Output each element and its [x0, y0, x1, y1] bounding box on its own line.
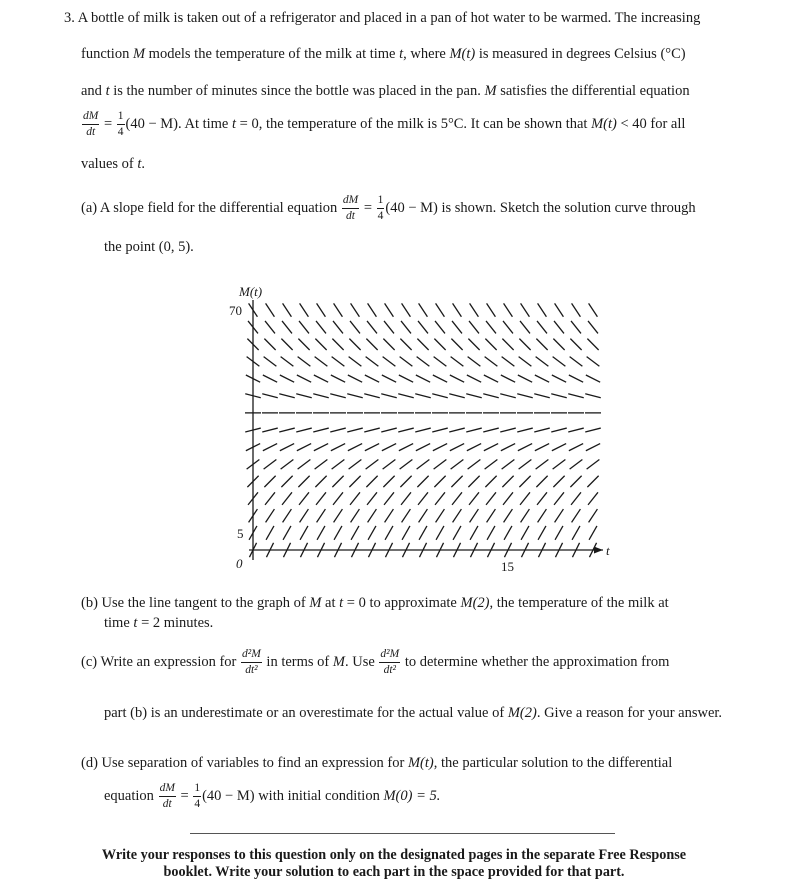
slope-segment: [485, 459, 498, 469]
slope-segment: [331, 444, 345, 451]
slope-segment: [538, 526, 546, 540]
slope-segment: [280, 375, 294, 382]
slope-segment: [419, 303, 428, 316]
slope-segment: [415, 428, 431, 432]
slope-segment: [519, 476, 530, 487]
question-number: 3.: [64, 10, 75, 26]
slope-segment: [517, 428, 533, 432]
slope-segment: [570, 476, 581, 487]
slope-segment: [555, 526, 563, 540]
slope-segment: [315, 476, 326, 487]
slope-segment: [330, 394, 346, 398]
slope-segment: [504, 509, 513, 522]
slope-segment: [279, 394, 295, 398]
slope-segment: [587, 459, 600, 469]
slope-segment: [382, 444, 396, 451]
slope-segment: [535, 444, 549, 451]
slope-segment: [521, 526, 529, 540]
part-a-line-1: (a) A slope field for the differential equation $\frac{dM}{dt}$ = $\frac{1}{4}$ (40 − M) is shown. Sketch the solution curve through: [81, 194, 696, 222]
slope-segment: [468, 357, 481, 367]
slope-segment: [366, 357, 379, 367]
slope-segment: [536, 476, 547, 487]
slope-segment: [331, 375, 345, 382]
slope-segment: [435, 492, 445, 505]
slope-segment: [571, 321, 581, 334]
slope-segment: [398, 428, 414, 432]
slope-segment: [365, 444, 379, 451]
part-d-line-2: equation $\frac{dM}{dt}$ = $\frac{1}{4}$ (40 − M) with initial condition M(0) = 5.: [104, 782, 441, 810]
slope-segment: [381, 394, 397, 398]
slope-segment: [350, 492, 360, 505]
slope-segment: [315, 459, 328, 469]
slope-segment: [299, 492, 309, 505]
slope-segment: [468, 459, 481, 469]
slope-segment: [281, 459, 294, 469]
slope-segment: [518, 375, 532, 382]
slope-segment: [418, 492, 428, 505]
slope-segment: [503, 321, 513, 334]
x-axis-label: t: [606, 543, 610, 558]
slope-segment: [332, 357, 345, 367]
y-tick-label-5: 5: [237, 525, 244, 541]
slope-segment: [484, 444, 498, 451]
slope-segment: [519, 459, 532, 469]
slope-segment: [436, 526, 444, 540]
slope-segment: [504, 303, 513, 316]
slope-segment: [385, 509, 394, 522]
slope-segment: [534, 428, 550, 432]
slope-segment: [282, 321, 292, 334]
slope-segment: [402, 303, 411, 316]
origin-label: 0: [236, 556, 243, 571]
slope-segment: [334, 509, 343, 522]
slope-segment: [453, 526, 461, 540]
slope-segment: [400, 459, 413, 469]
slope-segment: [486, 492, 496, 505]
slope-segment: [297, 375, 311, 382]
slope-segment: [453, 509, 462, 522]
slope-segment: [281, 339, 292, 350]
slope-segment: [283, 526, 291, 540]
slope-segment: [298, 459, 311, 469]
slope-segment: [351, 509, 360, 522]
slope-segment: [385, 303, 394, 316]
slope-segment: [568, 394, 584, 398]
x-tick-label-15: 15: [501, 559, 514, 574]
part-d-line-1: (d) Use separation of variables to find an expression for M(t), the particular solution to the differential: [81, 755, 673, 771]
slope-segment: [334, 526, 342, 540]
slope-segment: [333, 492, 343, 505]
slope-segment: [555, 509, 564, 522]
slope-segment: [449, 428, 465, 432]
slope-segment: [402, 509, 411, 522]
slope-segment: [519, 357, 532, 367]
slope-segment: [436, 509, 445, 522]
slope-segment: [299, 321, 309, 334]
dM-dt-fraction: $\frac{dM}{dt}$: [83, 110, 99, 138]
slope-segment: [537, 321, 547, 334]
slope-segment: [520, 321, 530, 334]
slope-segment: [351, 526, 359, 540]
de-rhs: (40 − M).: [125, 115, 182, 132]
separator-rule: [190, 833, 615, 834]
slope-segment: [384, 321, 394, 334]
stem-text: A bottle of milk is taken out of a refrigerator and placed in a pan of hot water to be warmed. The increasing: [77, 10, 701, 26]
slope-segment: [451, 476, 462, 487]
slope-segment: [433, 444, 447, 451]
slope-segment: [317, 509, 326, 522]
slope-segment: [399, 444, 413, 451]
slope-segment: [298, 339, 309, 350]
slope-segment: [366, 476, 377, 487]
slope-segment: [521, 303, 530, 316]
slope-segment: [314, 444, 328, 451]
slope-segment: [589, 526, 597, 540]
slope-segment: [501, 444, 515, 451]
slope-segment: [281, 476, 292, 487]
slope-segment: [468, 339, 479, 350]
slope-segment: [554, 321, 564, 334]
slope-segment: [589, 303, 598, 316]
slope-segment: [585, 428, 601, 432]
slope-segment: [552, 444, 566, 451]
slope-segment: [501, 375, 515, 382]
slope-segment: [551, 428, 567, 432]
slope-segment: [283, 303, 292, 316]
slope-segment: [282, 492, 292, 505]
slope-segment: [417, 357, 430, 367]
slope-segment: [521, 509, 530, 522]
slope-segment: [436, 303, 445, 316]
slope-segment: [452, 321, 462, 334]
slope-segment: [588, 492, 598, 505]
slope-segment: [504, 526, 512, 540]
chart-labels: [229, 284, 610, 574]
slope-segments: [245, 303, 601, 557]
slope-segment: [467, 375, 481, 382]
slope-segment: [367, 321, 377, 334]
slope-segment: [470, 526, 478, 540]
slope-segment: [450, 444, 464, 451]
slope-segment: [586, 375, 600, 382]
part-c-label: (c): [81, 653, 98, 670]
slope-segment: [434, 476, 445, 487]
slope-segment: [402, 526, 410, 540]
slope-segment: [570, 357, 583, 367]
slope-segment: [535, 375, 549, 382]
slope-segment: [536, 357, 549, 367]
slope-segment: [553, 459, 566, 469]
slope-segment: [538, 303, 547, 316]
slope-segment: [317, 526, 325, 540]
slope-segment: [383, 339, 394, 350]
y-axis-label: M(t): [239, 284, 263, 299]
slope-segment: [264, 459, 277, 469]
footer-instructions: Write your responses to this question only on the designated pages in the separate Free Response booklet. Write your solution to each part in the space provided for that part.: [101, 847, 687, 880]
slope-segment: [572, 526, 580, 540]
slope-segment: [333, 321, 343, 334]
slope-segment: [364, 428, 380, 432]
slope-segment: [349, 357, 362, 367]
slope-segment: [536, 459, 549, 469]
slope-segment: [347, 394, 363, 398]
question-stem-line-3: and t is the number of minutes since the bottle was placed in the pan. M satisfies the differential equation: [81, 83, 690, 99]
slope-segment: [534, 394, 550, 398]
slope-segment: [449, 394, 465, 398]
slope-segment: [399, 375, 413, 382]
slope-segment: [300, 509, 309, 522]
slope-segment: [314, 375, 328, 382]
slope-segment: [368, 509, 377, 522]
slope-segment: [348, 444, 362, 451]
question-stem-line-2: function M models the temperature of the milk at time t, where M(t) is measured in degrees Celsius (°C): [81, 46, 686, 62]
slope-segment: [487, 526, 495, 540]
slope-segment: [347, 428, 363, 432]
slope-segment: [435, 321, 445, 334]
slope-segment: [469, 492, 479, 505]
slope-segment: [281, 357, 294, 367]
slope-segment: [366, 459, 379, 469]
slope-segment: [263, 444, 277, 451]
slope-segment: [554, 492, 564, 505]
part-a-label: (a): [81, 199, 98, 216]
slope-segment: [313, 428, 329, 432]
slope-segment: [283, 509, 292, 522]
slope-segment: [266, 526, 274, 540]
slope-segment: [330, 428, 346, 432]
slope-segment: [417, 476, 428, 487]
slope-segment: [368, 526, 376, 540]
slope-segment: [315, 339, 326, 350]
slope-segment: [350, 321, 360, 334]
slope-segment: [569, 444, 583, 451]
slope-segment: [264, 476, 275, 487]
slope-segment: [317, 303, 326, 316]
slope-segment: [433, 375, 447, 382]
slope-segment: [417, 459, 430, 469]
slope-segment: [485, 357, 498, 367]
slope-segment: [502, 459, 515, 469]
slope-segment: [570, 459, 583, 469]
slope-segment: [569, 375, 583, 382]
slope-segment: [297, 444, 311, 451]
slope-segment: [265, 321, 275, 334]
slope-segment: [415, 394, 431, 398]
slope-segment: [589, 509, 598, 522]
slope-segment: [279, 428, 295, 432]
slope-segment: [571, 492, 581, 505]
slope-segment: [364, 394, 380, 398]
slope-segment: [400, 357, 413, 367]
slope-segment: [419, 509, 428, 522]
slope-segment: [432, 428, 448, 432]
slope-segment: [451, 459, 464, 469]
part-c-line-2: part (b) is an underestimate or an overestimate for the actual value of M(2). Give a reason for your answer.: [104, 705, 723, 721]
part-c-line-1: (c) Write an expression for $\frac{\text{d²M}}{\text{dt²}}$ in terms of M. Use $\frac{\text{d²M}}{\text{dt²}}$ to determine whether the approximation from: [81, 648, 670, 676]
slope-segment: [349, 459, 362, 469]
slope-segment: [502, 357, 515, 367]
slope-segment: [316, 492, 326, 505]
slope-segment: [348, 375, 362, 382]
slope-segment: [468, 476, 479, 487]
slope-segment: [263, 375, 277, 382]
x-axis-arrow: [594, 547, 603, 554]
slope-segment: [587, 357, 600, 367]
slope-segment: [452, 492, 462, 505]
slope-segment: [349, 476, 360, 487]
slope-segment: [381, 428, 397, 432]
slope-segment: [470, 303, 479, 316]
slope-segment: [434, 339, 445, 350]
slope-segment: [551, 394, 567, 398]
slope-segment: [280, 444, 294, 451]
slope-segment: [555, 303, 564, 316]
second-derivative-fraction: $\frac{\text{d²M}}{\text{dt²}}$: [242, 648, 261, 676]
slope-segment: [536, 339, 547, 350]
slope-segment: [553, 339, 564, 350]
slope-segment: [483, 394, 499, 398]
slope-segment: [434, 459, 447, 469]
slope-segment: [383, 476, 394, 487]
slope-segment: [383, 459, 396, 469]
slope-segment: [537, 492, 547, 505]
slope-segment: [264, 339, 275, 350]
slope-segment: [520, 492, 530, 505]
slope-segment: [368, 303, 377, 316]
slope-segment: [432, 394, 448, 398]
part-a-line-2: the point (0, 5).: [104, 239, 194, 255]
slope-segment: [486, 321, 496, 334]
slope-segment: [485, 476, 496, 487]
slope-segment: [570, 339, 581, 350]
slope-segment: [300, 526, 308, 540]
slope-segment: [401, 321, 411, 334]
slope-segment: [266, 509, 275, 522]
slope-segment: [553, 476, 564, 487]
slope-segment: [568, 428, 584, 432]
slope-segment: [351, 303, 360, 316]
part-b-label: (b): [81, 595, 98, 611]
part-d-label: (d): [81, 755, 98, 771]
slope-segment: [585, 394, 601, 398]
slope-segment: [265, 492, 275, 505]
slope-segment: [484, 375, 498, 382]
slope-segment: [367, 492, 377, 505]
slope-segment: [466, 428, 482, 432]
slope-segment: [332, 476, 343, 487]
slope-segment: [313, 394, 329, 398]
slope-segment: [316, 321, 326, 334]
slope-segment: [500, 394, 516, 398]
slope-segment: [553, 357, 566, 367]
slope-segment: [383, 357, 396, 367]
slope-segment: [518, 444, 532, 451]
slope-segment: [298, 476, 309, 487]
slope-segment: [366, 339, 377, 350]
slope-segment: [466, 394, 482, 398]
slope-segment: [332, 459, 345, 469]
slope-segment: [517, 394, 533, 398]
slope-segment: [450, 375, 464, 382]
slope-segment: [538, 509, 547, 522]
slope-segment: [296, 428, 312, 432]
slope-segment: [487, 303, 496, 316]
slope-segment: [483, 428, 499, 432]
one-quarter-fraction: $\frac{1}{4}$: [117, 110, 124, 138]
slope-segment: [417, 339, 428, 350]
slope-segment: [384, 492, 394, 505]
slope-segment: [400, 476, 411, 487]
slope-segment: [296, 394, 312, 398]
slope-segment: [401, 492, 411, 505]
slope-segment: [382, 375, 396, 382]
slope-segment: [451, 339, 462, 350]
slope-segment: [470, 509, 479, 522]
slope-segment: [315, 357, 328, 367]
question-stem-line-4: $\frac{dM}{dt}$ = $\frac{1}{4}$ (40 − M). At time t = 0, the temperature of the milk is 5°C. It can be shown that M(t) < 40 for all: [83, 110, 686, 138]
part-b-line-1: (b) Use the line tangent to the graph of M at t = 0 to approximate M(2), the temperature of the milk at: [81, 595, 669, 611]
slope-segment: [434, 357, 447, 367]
slope-segment: [503, 492, 513, 505]
slope-segment: [451, 357, 464, 367]
slope-segment: [332, 339, 343, 350]
slope-segment: [502, 476, 513, 487]
y-tick-label-70: 70: [229, 303, 242, 319]
slope-segment: [418, 321, 428, 334]
slope-segment: [385, 526, 393, 540]
slope-segment: [485, 339, 496, 350]
slope-segment: [300, 303, 309, 316]
slope-segment: [334, 303, 343, 316]
slope-segment: [365, 375, 379, 382]
slope-segment: [467, 444, 481, 451]
slope-segment: [469, 321, 479, 334]
slope-segment: [400, 339, 411, 350]
slope-segment: [453, 303, 462, 316]
part-b-line-2: time t = 2 minutes.: [104, 615, 214, 631]
slope-segment: [419, 526, 427, 540]
question-stem-line-5: values of t.: [81, 156, 146, 172]
slope-segment: [586, 444, 600, 451]
slope-segment: [587, 339, 598, 350]
slope-segment: [502, 339, 513, 350]
slope-segment: [572, 303, 581, 316]
slope-segment: [487, 509, 496, 522]
slope-segment: [500, 428, 516, 432]
slope-segment: [416, 444, 430, 451]
slope-segment: [416, 375, 430, 382]
slope-segment: [298, 357, 311, 367]
slope-segment: [262, 394, 278, 398]
slope-segment: [398, 394, 414, 398]
slope-segment: [262, 428, 278, 432]
slope-segment: [552, 375, 566, 382]
slope-segment: [519, 339, 530, 350]
slope-segment: [266, 303, 275, 316]
slope-segment: [587, 476, 598, 487]
slope-segment: [349, 339, 360, 350]
slope-segment: [264, 357, 277, 367]
slope-segment: [572, 509, 581, 522]
slope-segment: [588, 321, 598, 334]
